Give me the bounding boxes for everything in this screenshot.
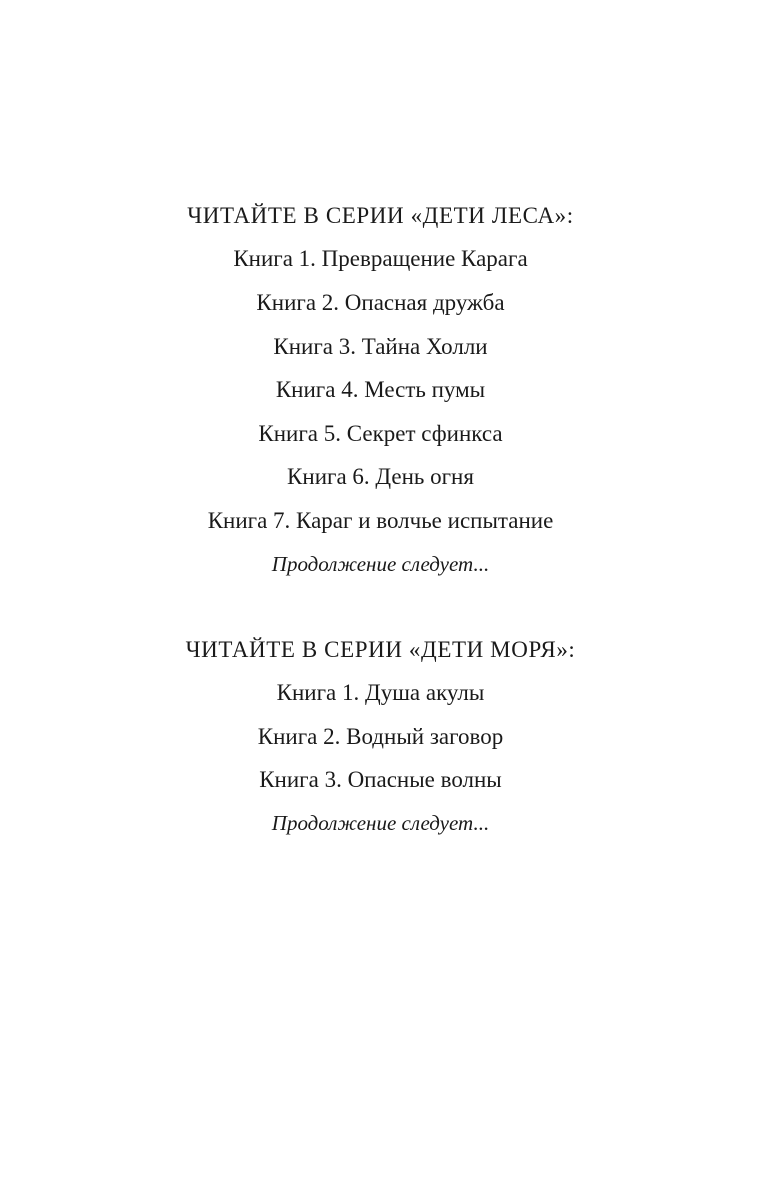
series-heading-sea: ЧИТАЙТЕ В СЕРИИ «ДЕТИ МОРЯ»:	[185, 637, 576, 662]
book-title: Книга 6. День огня	[287, 464, 474, 489]
series-heading-forest: ЧИТАЙТЕ В СЕРИИ «ДЕТИ ЛЕСА»:	[187, 203, 574, 228]
book-title: Книга 3. Тайна Холли	[273, 334, 488, 359]
book-title: Книга 3. Опасные волны	[259, 767, 502, 792]
book-title: Книга 7. Караг и волчье испытание	[207, 508, 554, 533]
book-title: Книга 5. Секрет сфинкса	[258, 421, 503, 446]
continuation-note: Продолжение следует...	[271, 811, 490, 835]
book-title: Книга 2. Водный заговор	[257, 724, 504, 749]
book-title: Книга 1. Превращение Карага	[233, 246, 528, 271]
book-title: Книга 4. Месть пумы	[275, 377, 486, 402]
continuation-note: Продолжение следует...	[271, 552, 490, 576]
book-title: Книга 2. Опасная дружба	[256, 290, 505, 315]
book-title: Книга 1. Душа акулы	[276, 680, 485, 705]
